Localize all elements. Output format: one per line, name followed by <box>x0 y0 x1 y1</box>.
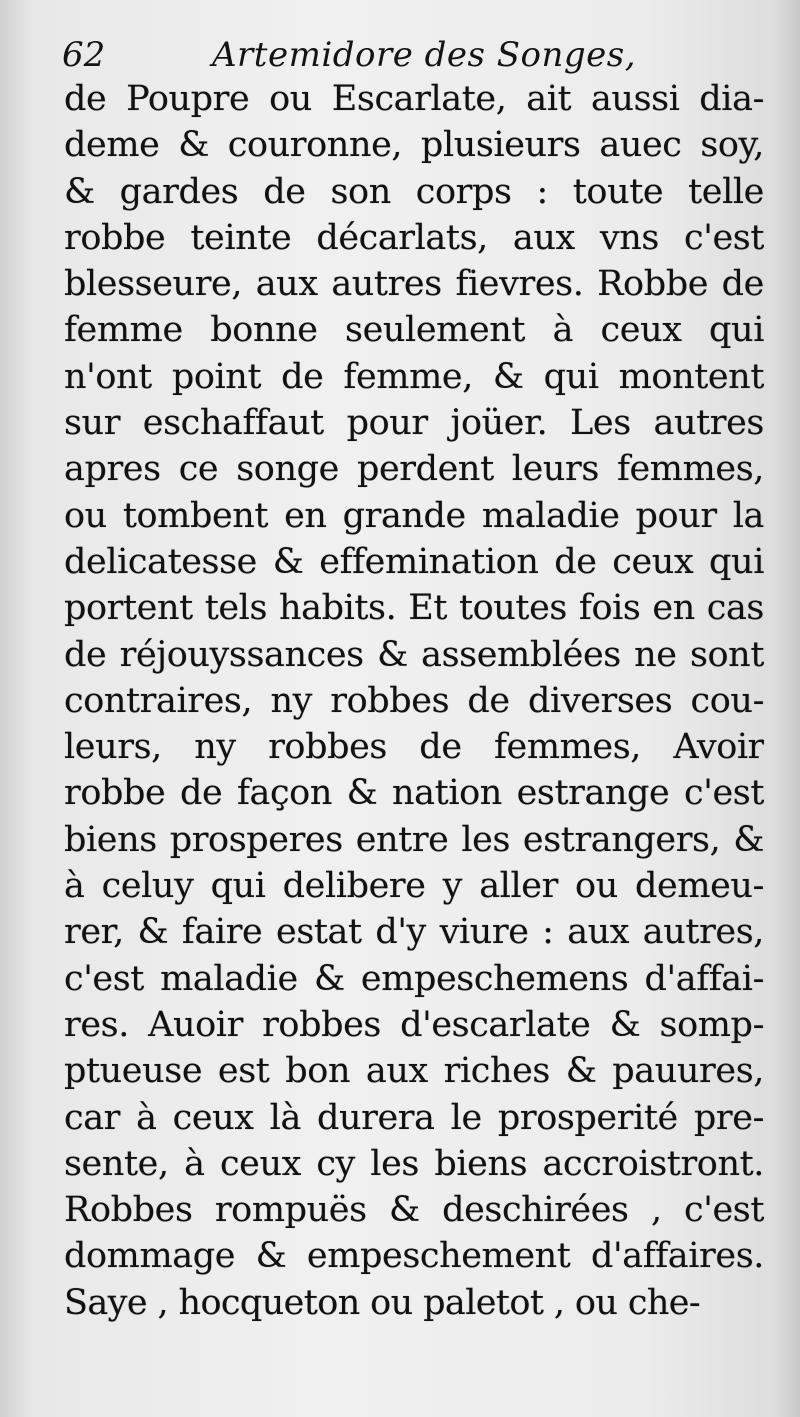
text-line: res. Auoir robbes d'escarlate & somp- <box>64 1004 764 1045</box>
text-line: de Poupre ou Escarlate, ait aussi dia- <box>64 79 764 119</box>
text-line: Saye , hocqueton ou paletot , ou che- <box>64 1282 701 1323</box>
text-line: ou tombent en grande maladie pour la <box>64 495 764 536</box>
text-line: portent tels habits. Et toutes fois en cas <box>64 588 764 629</box>
running-title: Artemidore des Songes, <box>212 35 637 75</box>
text-line: leurs, ny robbes de femmes, Avoir <box>64 727 764 768</box>
text-line: car à ceux là durera le prosperité pre- <box>64 1097 764 1138</box>
text-line: de réjouyssances & assemblées ne sont <box>64 634 764 675</box>
text-line: à celuy qui delibere y aller ou demeu- <box>64 866 764 907</box>
text-line: dommage & empeschement d'affaires. <box>64 1236 764 1277</box>
text-line: c'est maladie & empeschemens d'affai- <box>64 958 764 999</box>
text-line: sente, à ceux cy les biens accroistront. <box>64 1143 764 1184</box>
page-header <box>62 30 762 80</box>
text-line: rer, & faire estat d'y viure : aux autres, <box>64 912 764 953</box>
text-line: n'ont point de femme, & qui montent <box>64 356 764 397</box>
text-line: robbe teinte décarlats, aux vns c'est <box>64 217 764 258</box>
text-line: delicatesse & effemination de ceux qui <box>64 541 764 582</box>
text-line: ptueuse est bon aux riches & pauures, <box>64 1051 764 1092</box>
text-line: deme & couronne, plusieurs auec soy, <box>64 125 764 166</box>
text-line: femme bonne seulement à ceux qui <box>64 310 764 351</box>
text-line: & gardes de son corps : toute telle <box>64 171 764 212</box>
text-line: sur eschaffaut pour joüer. Les autres <box>64 403 764 444</box>
body-text <box>64 76 764 1326</box>
text-line: Robbes rompuës & deschirées , c'est <box>64 1190 764 1231</box>
page-number: 62 <box>62 35 106 75</box>
text-line: robbe de façon & nation estrange c'est <box>64 773 764 814</box>
text-line: blesseure, aux autres fievres. Robbe de <box>64 264 764 305</box>
text-line: contraires, ny robbes de diverses cou- <box>64 680 764 721</box>
text-line: biens prosperes entre les estrangers, & <box>64 819 764 860</box>
text-line: apres ce songe perdent leurs femmes, <box>64 449 764 490</box>
